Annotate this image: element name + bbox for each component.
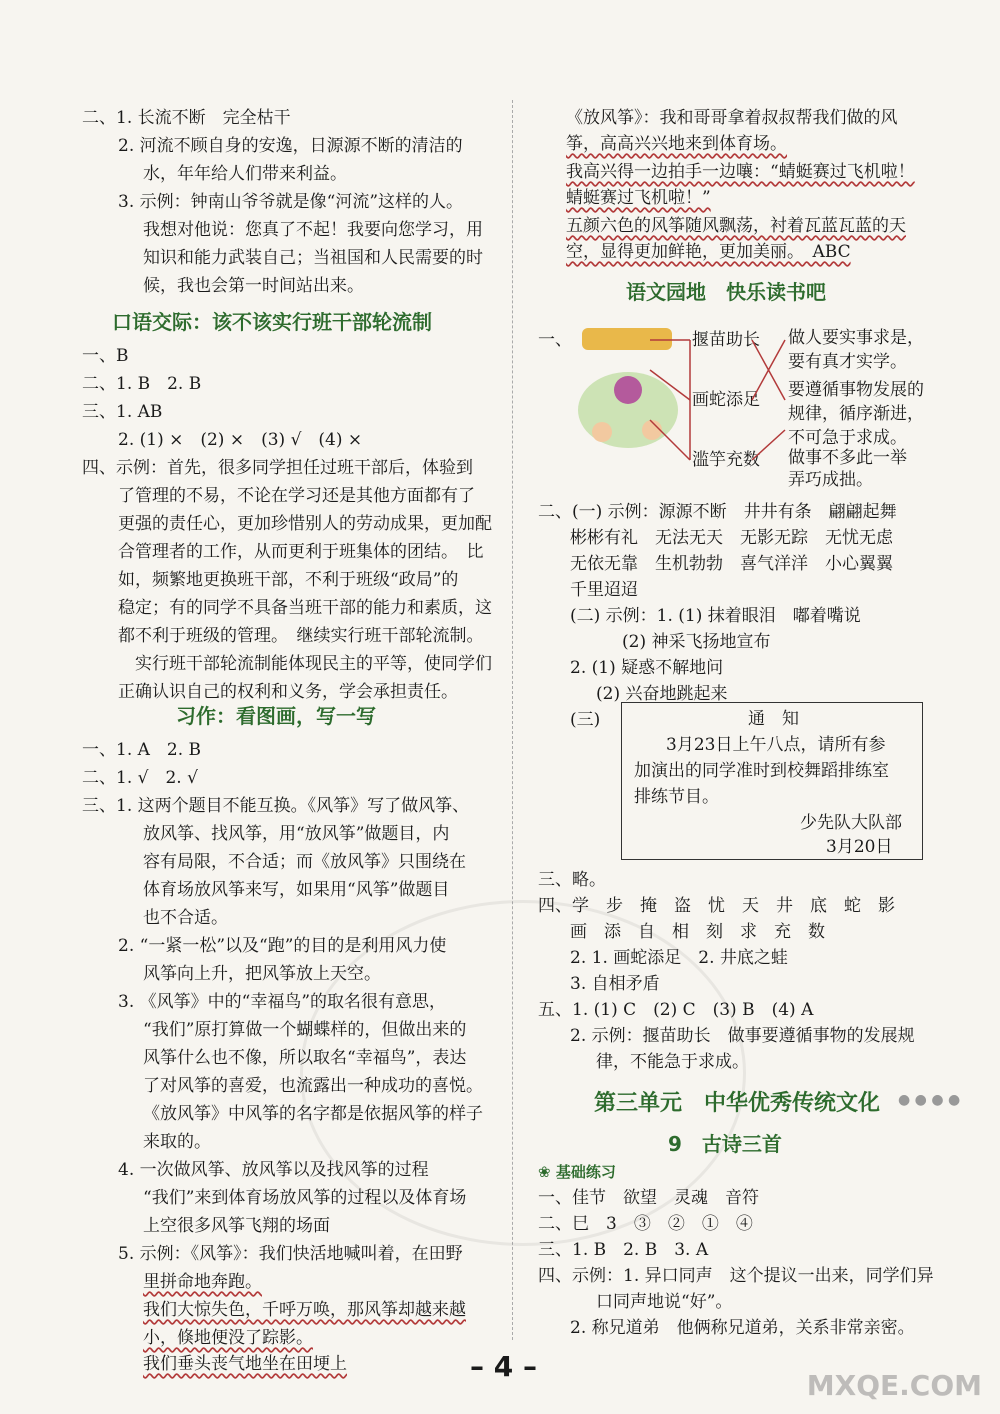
watermark-text: MXQE.COM — [806, 1369, 982, 1402]
match-line — [752, 430, 785, 460]
paw-icon: ❀ — [538, 1163, 551, 1181]
answer-line: 蜻蜓赛过飞机啦！” — [566, 188, 711, 208]
answer-line: (2) 兴奋地跳起来 — [596, 684, 728, 704]
section-heading: 语文园地 快乐读书吧 — [626, 280, 826, 304]
answer-line: 四、示例：首先，很多同学担任过班干部后，体验到 — [82, 458, 473, 478]
answer-line: 三、1. AB — [82, 402, 163, 422]
answer-line: 五颜六色的风筝随风飘荡，衬着瓦蓝瓦蓝的天 — [566, 216, 906, 236]
answer-line: 筝，高高兴兴地来到体育场。 — [566, 134, 787, 154]
answer-line: 千里迢迢 — [570, 580, 638, 600]
answer-line: 2. 称兄道弟 他俩称兄道弟，关系非常亲密。 — [570, 1318, 915, 1338]
question-label: 一、 — [538, 330, 572, 350]
answer-line: 无依无靠 生机勃勃 喜气洋洋 小心翼翼 — [570, 554, 893, 574]
answer-line: 二、巳 3 ③ ② ① ④ — [538, 1214, 753, 1234]
answer-line: 《放风筝》：我和哥哥拿着叔叔帮我们做的风 — [566, 108, 898, 128]
meaning-line: 要遵循事物发展的 — [788, 380, 924, 400]
answer-line: 3. 示例：钟南山爷爷就是像“河流”这样的人。 — [118, 192, 464, 212]
answer-line: 四、示例：1. 异口同声 这个提议一出来，同学们异 — [538, 1266, 934, 1286]
notice-box — [621, 702, 923, 860]
answer-line: 上空很多风筝飞翔的场面 — [143, 1216, 330, 1236]
answer-line: 二、(一) 示例：源源不断 井井有条 翩翩起舞 — [538, 502, 897, 522]
unit-title: 第三单元 中华优秀传统文化 — [594, 1091, 881, 1116]
answer-line: 都不利于班级的管理。 继续实行班干部轮流制。 — [118, 626, 484, 646]
answer-line: 了管理的不易，不论在学习还是其他方面都有了 — [118, 486, 475, 506]
answer-line: 一、1. A 2. B — [82, 740, 202, 760]
answer-line: 五、1. (1) C (2) C (3) B (4) A — [538, 1000, 814, 1020]
answer-line: 口同声地说“好”。 — [596, 1292, 733, 1312]
answer-line: 水，年年给人们带来利益。 — [143, 164, 347, 184]
match-line — [650, 370, 690, 400]
answer-line: 一、佳节 欲望 灵魂 音符 — [538, 1188, 759, 1208]
meaning-line: 要有真才实学。 — [788, 352, 907, 372]
answer-line: 《放风筝》中风筝的名字都是依据风筝的样子 — [143, 1104, 483, 1124]
page-number: – 4 – — [470, 1350, 537, 1383]
answer-line: 小，倏地便没了踪影。 — [143, 1328, 313, 1348]
notice-body: 加演出的同学准时到校舞蹈排练室 — [634, 761, 889, 781]
answer-line: 空，显得更加鲜艳，更加美丽。 ABC — [566, 242, 851, 262]
answer-line: (三) — [570, 710, 601, 730]
answer-line: 三、1. B 2. B 3. A — [538, 1240, 709, 1260]
answer-line: 稳定；有的同学不具备当班干部的能力和素质，这 — [118, 598, 492, 618]
notice-signature: 少先队大队部 — [800, 813, 902, 833]
answer-line: 4. 一次做风筝、放风筝以及找风筝的过程 — [118, 1160, 429, 1180]
answer-line: 3. 自相矛盾 — [570, 974, 660, 994]
section-heading: 口语交际：该不该实行班干部轮流制 — [112, 310, 432, 334]
answer-line: 律，不能急于求成。 — [596, 1052, 749, 1072]
answer-line: 我想对他说：您真了不起！我要向您学习，用 — [143, 220, 483, 240]
answer-line: 了对风筝的喜爱，也流露出一种成功的喜悦。 — [143, 1076, 483, 1096]
meaning-line: 弄巧成拙。 — [788, 470, 873, 490]
answer-line: 2. “一紧一松”以及“跑”的目的是利用风力使 — [118, 936, 447, 956]
answer-line: 容有局限，不合适；而《放风筝》只围绕在 — [143, 852, 466, 872]
answer-line: 放风筝、找风筝，用“放风筝”做题目，内 — [143, 824, 450, 844]
answer-line: 我们垂头丧气地坐在田埂上 — [143, 1354, 347, 1374]
basic-practice-text: 基础练习 — [555, 1163, 616, 1181]
answer-line: 我们大惊失色，千呼万唤，那风筝却越来越 — [143, 1300, 466, 1320]
meaning-line: 做事不多此一举 — [788, 448, 907, 468]
answer-line: 三、1. 这两个题目不能互换。《风筝》写了做风筝、 — [82, 796, 470, 816]
answer-line: 体育场放风筝来写，如果用“风筝”做题目 — [143, 880, 450, 900]
answer-line: 二、1. 长流不断 完全枯干 — [82, 108, 291, 128]
answer-line: 2. (1) 疑惑不解地问 — [570, 658, 724, 678]
answer-line: 二、1. √ 2. √ — [82, 768, 198, 788]
answer-line: 如，频繁地更换班干部，不利于班级“政局”的 — [118, 570, 459, 590]
matching-lines — [640, 320, 800, 470]
notice-body: 排练节目。 — [634, 787, 719, 807]
answer-line: “我们”原打算做一个蝴蝶样的，但做出来的 — [143, 1020, 467, 1040]
idiom-item: 画蛇添足 — [692, 390, 760, 410]
answer-line: 风筝向上升，把风筝放上天空。 — [143, 964, 381, 984]
idiom-item: 滥竽充数 — [692, 450, 760, 470]
answer-line: 二、1. B 2. B — [82, 374, 202, 394]
notice-title: 通 知 — [748, 709, 799, 729]
lesson-title: 9 古诗三首 — [668, 1132, 782, 1156]
answer-line: 知识和能力武装自己；当祖国和人民需要的时 — [143, 248, 483, 268]
answer-line: 5. 示例：《风筝》：我们快活地喊叫着，在田野 — [118, 1244, 463, 1264]
answer-line: 四、学 步 掩 盗 忧 天 井 底 蛇 影 — [538, 896, 895, 916]
answer-line: 2. (1) × (2) × (3) √ (4) × — [118, 430, 363, 450]
answer-line: 合管理者的工作，从而更利于班集体的团结。 比 — [118, 542, 484, 562]
meaning-line: 不可急于求成。 — [788, 428, 907, 448]
answer-line: “我们”来到体育场放风筝的过程以及体育场 — [143, 1188, 467, 1208]
idiom-item: 揠苗助长 — [692, 330, 760, 350]
answer-line: 2. 河流不顾自身的安逸，日源源不断的清洁的 — [118, 136, 463, 156]
meaning-line: 做人要实事求是， — [788, 328, 924, 348]
notice-body: 3月23日上午八点，请所有参 — [666, 735, 886, 755]
basic-practice-label — [538, 1160, 616, 1184]
answer-line: 画 添 自 相 刻 求 充 数 — [570, 922, 825, 942]
answer-line: 三、略。 — [538, 870, 606, 890]
answer-line: 实行班干部轮流制能体现民主的平等，使同学们 — [135, 654, 492, 674]
answer-line: 3. 《风筝》中的“幸福鸟”的取名很有意思， — [118, 992, 447, 1012]
answer-line: 彬彬有礼 无法无天 无影无踪 无忧无虑 — [570, 528, 893, 548]
answer-line: 正确认识自己的权利和义务，学会承担责任。 — [118, 682, 458, 702]
illustration-flowers — [614, 376, 642, 404]
answer-line: 2. 1. 画蛇添足 2. 井底之蛙 — [570, 948, 788, 968]
illustration-child-1 — [592, 422, 612, 442]
answer-line: 更强的责任心，更加珍惜别人的劳动成果，更加配 — [118, 514, 492, 534]
answer-line: 里拼命地奔跑。 — [143, 1272, 262, 1292]
answer-line: (二) 示例：1. (1) 抹着眼泪 嘟着嘴说 — [570, 606, 861, 626]
section-heading: 习作：看图画，写一写 — [176, 704, 376, 728]
answer-line: 来取的。 — [143, 1132, 211, 1152]
answer-line: 我高兴得一边拍手一边嚷：“蜻蜓赛过飞机啦！ — [566, 162, 915, 182]
answer-line: 风筝什么也不像，所以取名“幸福鸟”，表达 — [143, 1048, 467, 1068]
answer-line: 2. 示例：揠苗助长 做事要遵循事物的发展规 — [570, 1026, 915, 1046]
decorative-dots: ● ● ● ● — [898, 1092, 961, 1108]
answer-line: 也不合适。 — [143, 908, 228, 928]
answer-line: (2) 神采飞扬地宣布 — [622, 632, 771, 652]
match-line — [650, 420, 690, 460]
answer-line: 一、B — [82, 346, 129, 366]
notice-date: 3月20日 — [826, 837, 893, 857]
meaning-line: 规律，循序渐进， — [788, 404, 924, 424]
answer-line: 候，我也会第一时间站出来。 — [143, 276, 364, 296]
